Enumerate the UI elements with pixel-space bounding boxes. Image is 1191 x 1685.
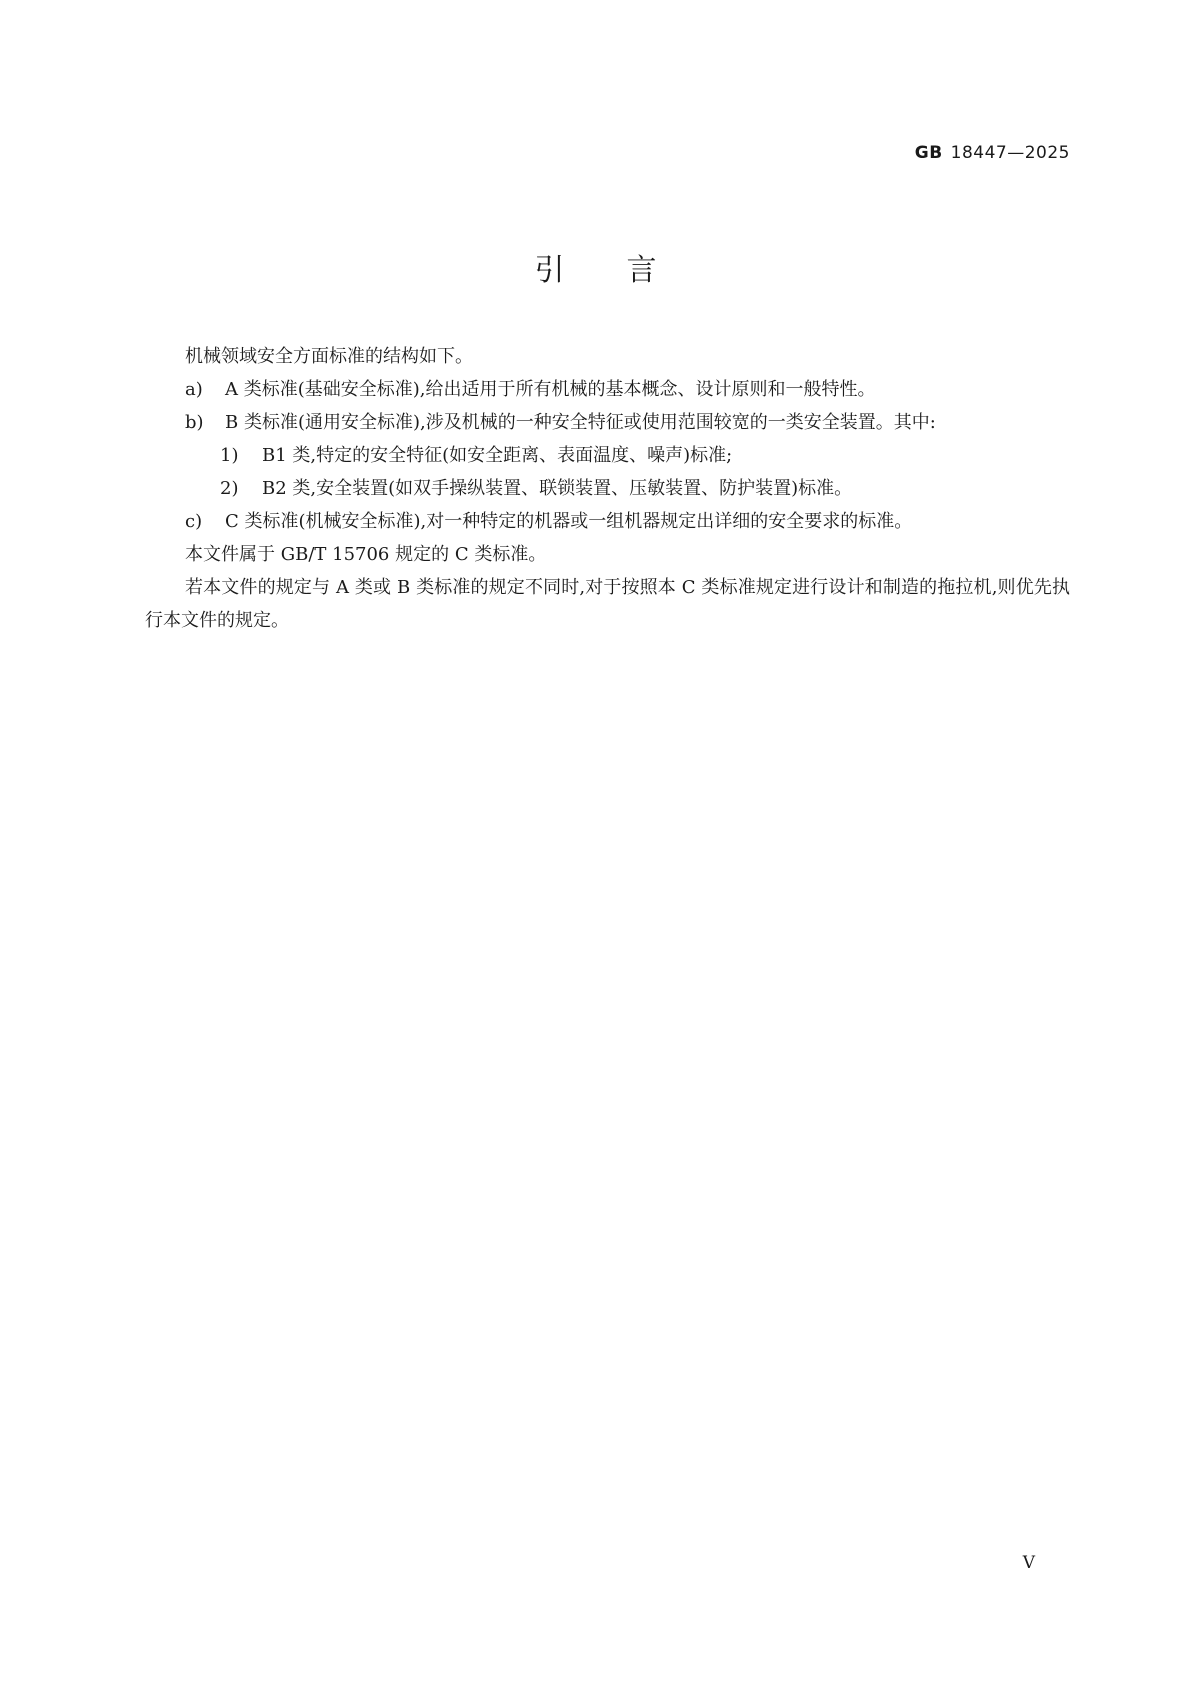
list-marker: c) [185,511,203,532]
sublist-marker: 1) [220,445,239,466]
list-item-text: B 类标准(通用安全标准),涉及机械的一种安全特征或使用范围较宽的一类安全装置。其中: [225,412,936,433]
section-title: 引言 [534,253,719,288]
sublist-marker: 2) [220,478,239,499]
sublist-item-text: B2 类,安全装置(如双手操纵装置、联锁装置、压敏装置、防护装置)标准。 [262,478,853,499]
list-marker: b) [185,412,204,433]
list-item-a [145,373,1070,406]
standard-prefix: GB [914,143,943,163]
paragraph-classification: 本文件属于 GB/T 15706 规定的 C 类标准。 [185,544,547,565]
list-item-text: C 类标准(机械安全标准),对一种特定的机器或一组机器规定出详细的安全要求的标准。 [225,511,913,532]
page-number: V [1022,1553,1035,1573]
intro-line: 机械领域安全方面标准的结构如下。 [185,346,473,367]
list-item-b [145,406,1070,439]
list-item-c [145,505,1070,538]
paragraph-priority: 若本文件的规定与 A 类或 B 类标准的规定不同时,对于按照本 C 类标准规定进行设计和制造的拖拉机,则优先执行本文件的规定。 [145,577,1070,631]
sublist-item-text: B1 类,特定的安全特征(如安全距离、表面温度、噪声)标准; [262,445,733,466]
list-item-text: A 类标准(基础安全标准),给出适用于所有机械的基本概念、设计原则和一般特性。 [225,379,876,400]
sublist-item-2 [145,472,1070,505]
list-marker: a) [185,379,203,400]
sublist-item-1 [145,439,1070,472]
document-body [145,340,1070,637]
document-code [915,143,1070,163]
standard-number: 18447—2025 [950,143,1070,163]
